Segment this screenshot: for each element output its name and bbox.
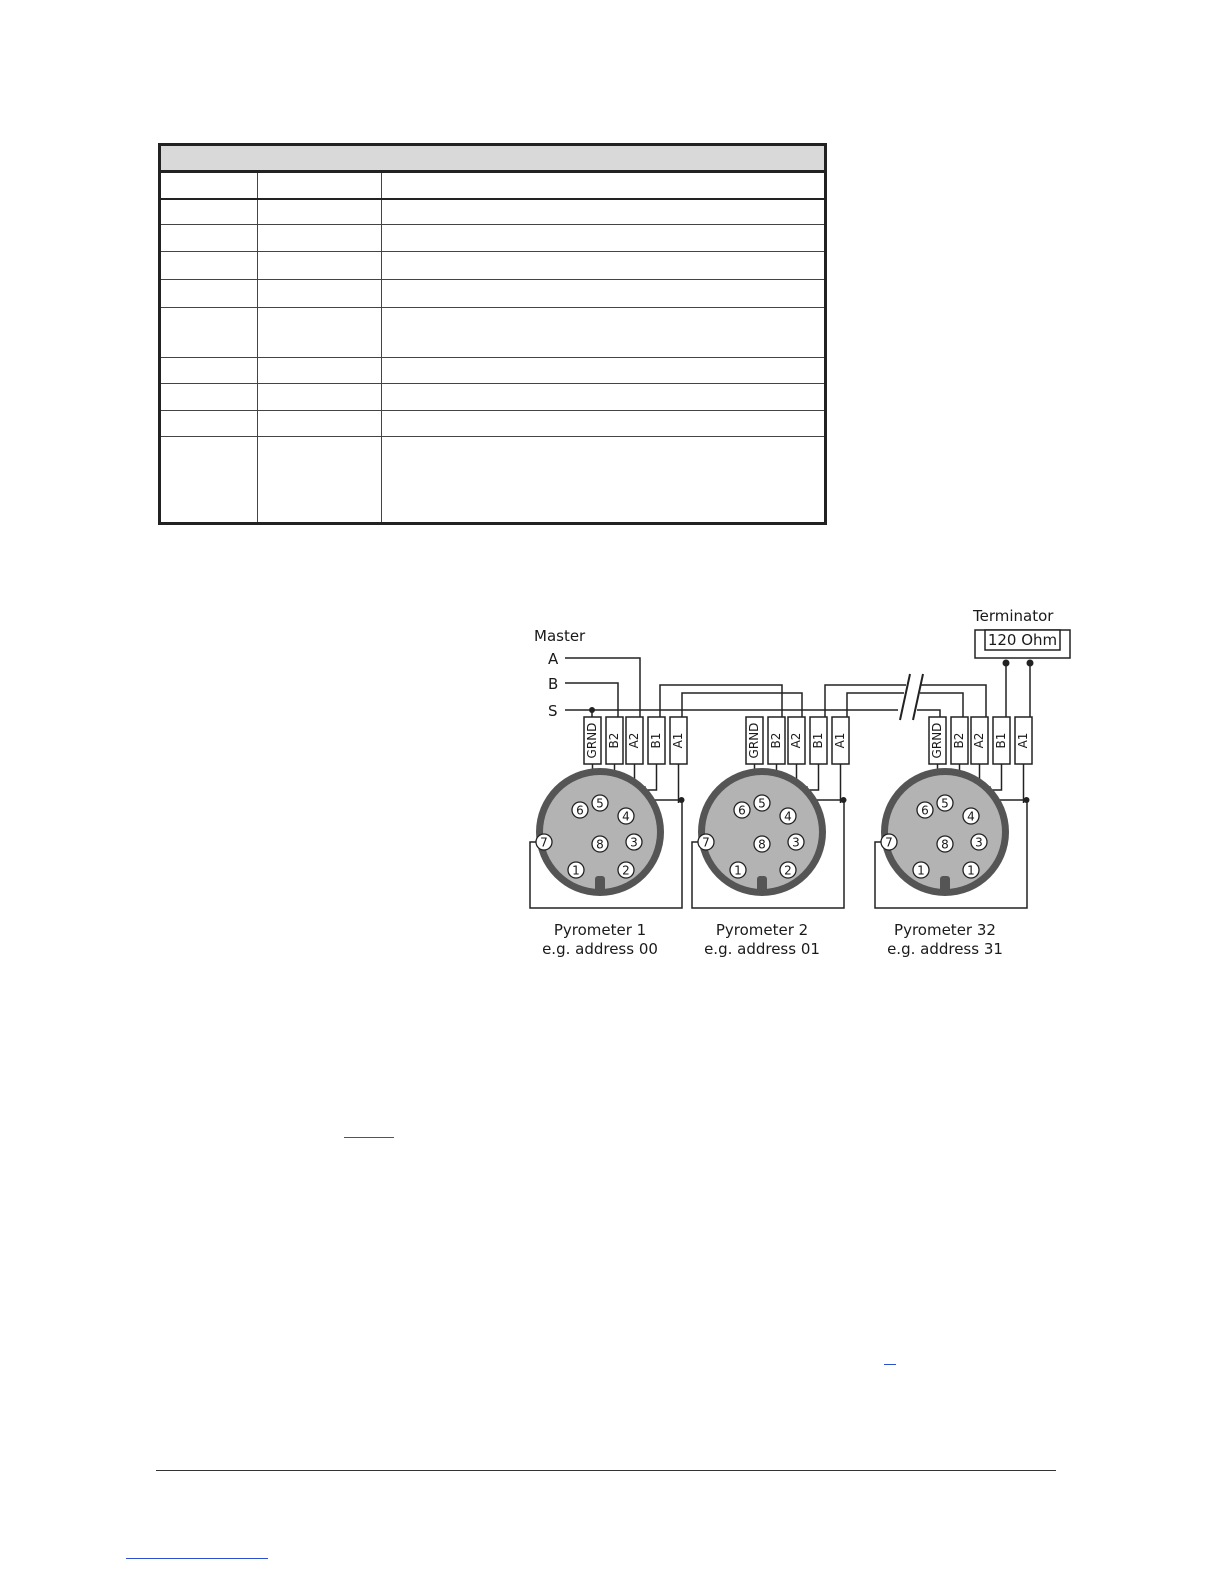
master-line-a-label: A: [548, 650, 559, 668]
pin-number: 5: [596, 796, 604, 811]
bus-wiring: [565, 658, 1030, 717]
pyrometer-name: Pyrometer 1: [553, 921, 647, 939]
table-cell: [160, 437, 258, 524]
table-cell: [160, 308, 258, 358]
table-cell: [258, 437, 382, 524]
table-cell: [160, 172, 258, 199]
master-line-s-label: S: [548, 702, 558, 720]
pin-number: 2: [622, 863, 630, 878]
table-cell: [382, 172, 826, 199]
table-cell: [258, 411, 382, 437]
table-cell: [382, 384, 826, 411]
table-row: [160, 252, 826, 280]
table-row: [160, 358, 826, 384]
terminal-label: GRND: [585, 722, 599, 759]
terminal-label: B1: [811, 732, 825, 749]
pin-number: 3: [630, 835, 638, 850]
table-cell: [160, 411, 258, 437]
pyrometer-unit: [875, 717, 1032, 958]
table-row: [160, 384, 826, 411]
table-cell: [160, 199, 258, 225]
pin-number: 8: [941, 837, 949, 852]
pin-number: 7: [702, 835, 710, 850]
connector-key: [595, 876, 605, 892]
terminal-label: B2: [769, 732, 783, 749]
master-line-b-label: B: [548, 675, 559, 693]
connector-face: [543, 775, 657, 889]
table-cell: [382, 437, 826, 524]
terminator-label: Terminator: [973, 607, 1054, 625]
table-cell: [258, 172, 382, 199]
table-cell: [382, 280, 826, 308]
table-cell: [258, 280, 382, 308]
pin-number: 7: [885, 835, 893, 850]
pin-number: 3: [792, 835, 800, 850]
pin-number: 6: [576, 803, 584, 818]
master-label: Master: [534, 627, 586, 645]
terminal-label: GRND: [747, 722, 761, 759]
table-header-row: [160, 172, 826, 199]
table-cell: [258, 358, 382, 384]
pyrometer-name: Pyrometer 2: [715, 921, 809, 939]
pin-number: 4: [967, 809, 975, 824]
pin-number: 1: [917, 863, 925, 878]
table-cell: [382, 411, 826, 437]
pyrometer-address: e.g. address 31: [887, 940, 1003, 958]
pin-number: 8: [758, 837, 766, 852]
table-cell: [258, 225, 382, 252]
pyrometer-name: Pyrometer 32: [894, 921, 996, 939]
table-row: [160, 411, 826, 437]
terminator-value: 120 Ohm: [987, 631, 1058, 649]
terminal-label: GRND: [930, 722, 944, 759]
terminal-label: A1: [1016, 732, 1030, 749]
terminal-label: B2: [952, 732, 966, 749]
table-cell: [382, 199, 826, 225]
table-row: [160, 308, 826, 358]
connector-key: [757, 876, 767, 892]
pin-number: 1: [572, 863, 580, 878]
wiring-diagram: [520, 600, 1080, 970]
connector-face: [888, 775, 1002, 889]
pyrometer-address: e.g. address 00: [542, 940, 658, 958]
pin-number: 6: [921, 803, 929, 818]
table-cell: [160, 384, 258, 411]
pin-number: 8: [596, 837, 604, 852]
table-cell: [258, 252, 382, 280]
table-cell: [160, 252, 258, 280]
table-cell: [160, 225, 258, 252]
table-row: [160, 199, 826, 225]
table-cell: [258, 199, 382, 225]
table-cell: [258, 384, 382, 411]
pin-number: 1: [967, 863, 975, 878]
table-row: [160, 225, 826, 252]
table-title-row: [160, 145, 826, 172]
cable-break-symbol: [900, 674, 923, 720]
pyrometer-unit: [692, 717, 849, 958]
pyrometer-units: [530, 717, 1032, 958]
table-cell: [382, 308, 826, 358]
pin-number: 2: [784, 863, 792, 878]
pin-number: 3: [975, 835, 983, 850]
pin-number: 6: [738, 803, 746, 818]
table-row: [160, 437, 826, 524]
connector-face: [705, 775, 819, 889]
connector-key: [940, 876, 950, 892]
pin-number: 1: [734, 863, 742, 878]
terminal-label: B1: [649, 732, 663, 749]
table-cell: [160, 358, 258, 384]
pin-number: 5: [758, 796, 766, 811]
terminal-label: B1: [994, 732, 1008, 749]
table-cell: [382, 252, 826, 280]
terminal-label: A1: [833, 732, 847, 749]
terminal-label: A1: [671, 732, 685, 749]
terminal-label: A2: [627, 732, 641, 749]
link-underline: [884, 1364, 896, 1365]
terminal-label: B2: [607, 732, 621, 749]
terminator-junction-dots: [589, 660, 1034, 714]
pyrometer-unit: [530, 717, 687, 958]
pin-number: 4: [622, 809, 630, 824]
table-title-cell: [160, 145, 826, 172]
terminator-resistor: [975, 630, 1070, 658]
table-cell: [382, 358, 826, 384]
pin-table: [158, 143, 827, 525]
pyrometer-address: e.g. address 01: [704, 940, 820, 958]
pin-number: 7: [540, 835, 548, 850]
table-cell: [258, 308, 382, 358]
pin-number: 4: [784, 809, 792, 824]
table-cell: [160, 280, 258, 308]
pin-number: 5: [941, 796, 949, 811]
link-underline: [344, 1137, 394, 1138]
table-cell: [382, 225, 826, 252]
footer-rule: [156, 1470, 1056, 1471]
terminal-label: A2: [972, 732, 986, 749]
link-underline: [126, 1558, 268, 1559]
table-row: [160, 280, 826, 308]
terminal-label: A2: [789, 732, 803, 749]
